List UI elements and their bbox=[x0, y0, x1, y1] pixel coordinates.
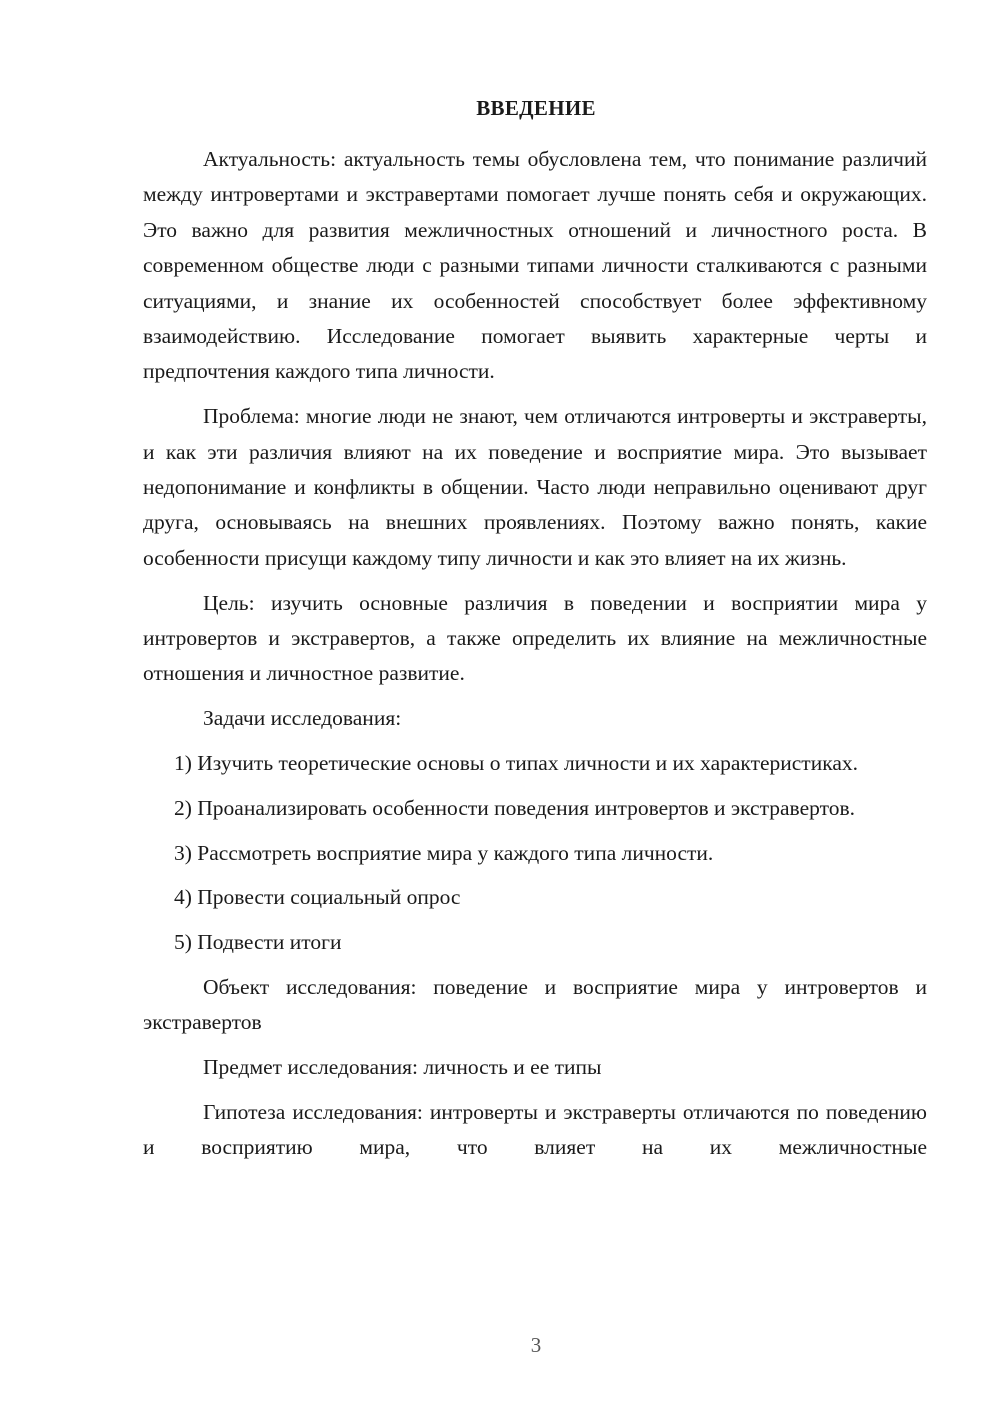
task-item-2: 2) Проанализировать особенности поведения интровертов и экстравертов. bbox=[174, 795, 855, 820]
paragraph-object: Объект исследования: поведение и восприятие мира у интровертов и экстравертов bbox=[143, 975, 927, 1035]
paragraph-relevance: Актуальность: актуальность темы обусловлена тем, что понимание различий между интровертами и экстравертами помогает лучше понять себя и окружающих. Это важно для развития межличностных отношений и личностного роста. В современном обществе люди с разными типами личности сталкиваются с разными ситуациями, и знание их особенностей способствует более эффективному взаимодействию. Исследование помогает выявить характерные черты и предпочтения каждого типа личности. bbox=[143, 147, 927, 384]
task-item-4: 4) Провести социальный опрос bbox=[174, 885, 461, 910]
task-item-3: 3) Рассмотреть восприятие мира у каждого типа личности. bbox=[174, 840, 714, 865]
paragraph-tasks-title: Задачи исследования: bbox=[203, 706, 402, 731]
paragraph-subject: Предмет исследования: личность и ее типы bbox=[203, 1055, 602, 1080]
paragraph-goal: Цель: изучить основные различия в поведении и восприятии мира у интровертов и экстравертов, а также определить их влияние на межличностные отношения и личностное развитие. bbox=[143, 590, 927, 686]
document-body bbox=[143, 142, 927, 1175]
task-item-1: 1) Изучить теоретические основы о типах личности и их характеристиках. bbox=[174, 751, 859, 776]
task-item-5: 5) Подвести итоги bbox=[174, 930, 342, 955]
section-heading: ВВЕДЕНИЕ bbox=[476, 96, 596, 120]
page-number: 3 bbox=[530, 1333, 542, 1357]
paragraph-problem: Проблема: многие люди не знают, чем отличаются интроверты и экстраверты, и как эти различия влияют на их поведение и восприятие мира. Это вызывает недопонимание и конфликты в общении. Часто люди неправильно оценивают друг друга, основываясь на внешних проявлениях. Поэтому важно понять, какие особенности присущи каждому типу личности и как это влияет на их жизнь. bbox=[143, 404, 927, 570]
paragraph-hypothesis: Гипотеза исследования: интроверты и экстраверты отличаются по поведению и восприятию мира, что влияет на их межличностные bbox=[143, 1100, 927, 1160]
